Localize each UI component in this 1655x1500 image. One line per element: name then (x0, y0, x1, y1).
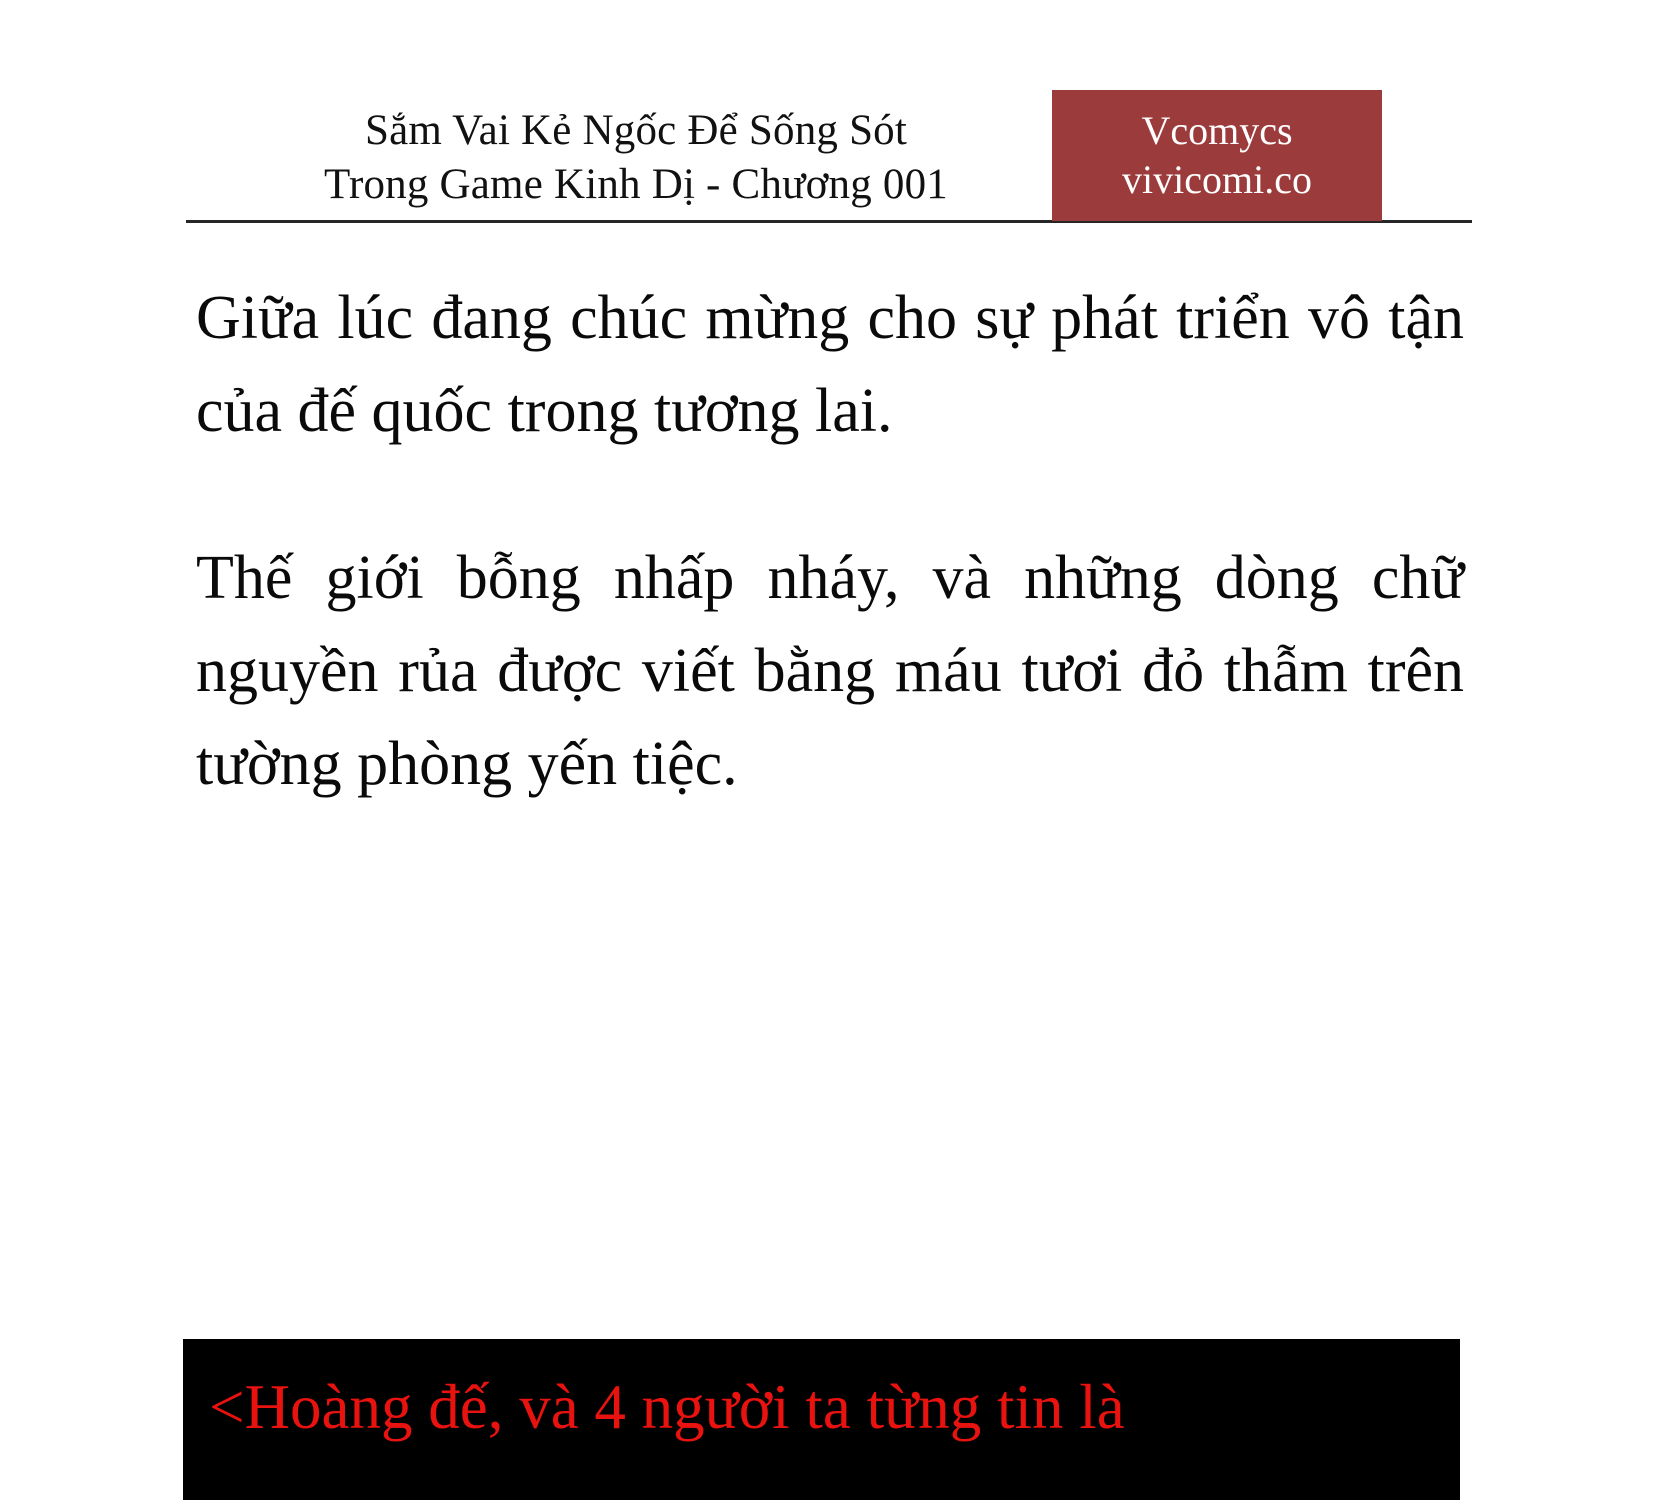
page-header (186, 88, 1472, 223)
header-inner (186, 88, 1472, 220)
page-title (186, 104, 1086, 212)
page-title-line-2: Trong Game Kinh Dị - Chương 001 (324, 160, 948, 208)
paragraph-1: Giữa lúc đang chúc mừng cho sự phát triển vô tận của đế quốc trong tương lai. (196, 284, 1464, 445)
curse-text: <Hoàng đế, và 4 người ta từng tin là (209, 1372, 1125, 1442)
paragraph-2: Thế giới bỗng nhấp nháy, và những dòng chữ nguyền rủa được viết bằng máu tươi đỏ thẫm trên tường phòng yến tiệc. (196, 544, 1464, 798)
brand-badge[interactable] (1052, 90, 1382, 221)
page-content (196, 272, 1464, 811)
curse-text-banner (183, 1339, 1460, 1500)
brand-name: Vcomycs (1141, 107, 1293, 153)
page-title-line-1: Sắm Vai Kẻ Ngốc Để Sống Sót (364, 107, 908, 154)
brand-url: vivicomi.co (1122, 156, 1312, 202)
